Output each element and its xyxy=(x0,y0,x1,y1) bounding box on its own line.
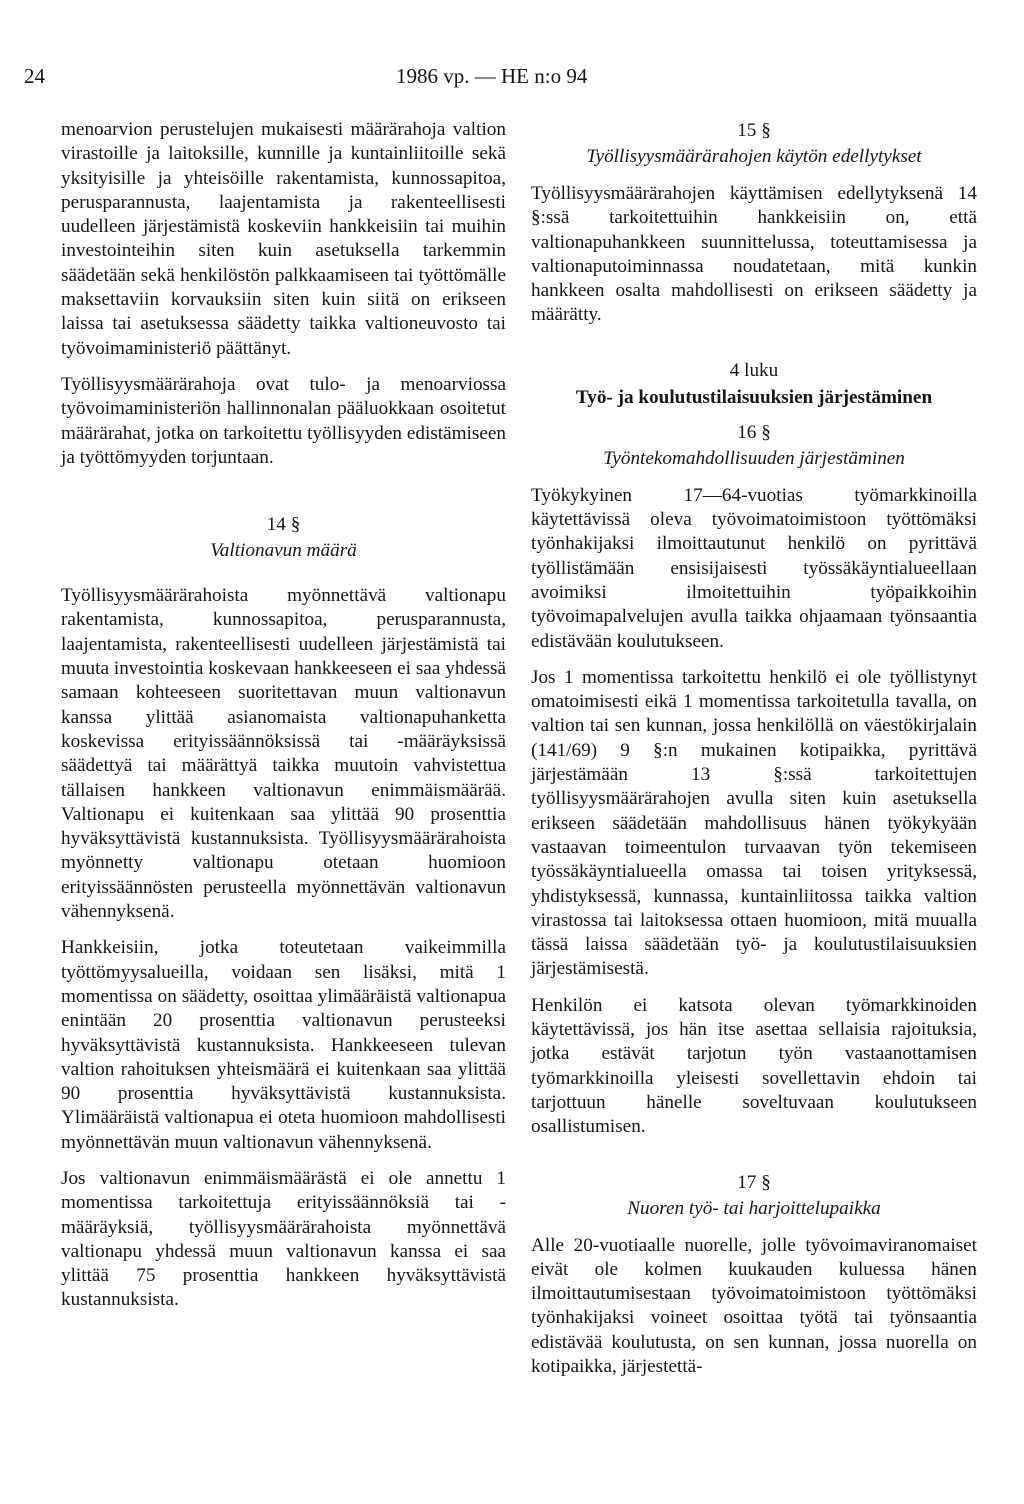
paragraph: Työllisyysmäärärahoja ovat tulo- ja menoarviossa työvoimaministeriön hallinnonalan pääluokkaan osoitetut määrärahat, jotka on tarkoitettu työllisyyden edistämiseen ja työttömyyden torjuntaan. xyxy=(61,373,506,468)
left-column xyxy=(61,118,506,1325)
paragraph: Jos 1 momentissa tarkoitettu henkilö ei ole työllistynyt omatoimisesti eikä 1 momentissa tarkoitetulla tavalla, on valtion tai sen kunnan, jossa henkilöllä on väestökirjalain (141/69) 9 §:n mukainen kotipaikka, pyrittävä järjestämään 13 §:ssä tarkoitettujen työllisyysmäärärahojen avulla siten kuin asetuksella erikseen säädetään mahdollisuus hänen työkykyään vastaavan toimeentulon turvaavan työn tekemiseen työssäkäyntialueella omassa tai toisen yrityksessä, yhdistyksessä, kunnassa, kuntainliitossa taikka valtion virastossa tai laitoksessa ottaen huomioon, mitä muualla tässä laissa säädetään työ- ja koulutustilaisuuksien järjestämisestä. xyxy=(531,666,977,980)
paragraph: Alle 20-vuotiaalle nuorelle, jolle työvoimaviranomaiset eivät ole kolmen kuukauden kuluessa hänen ilmoittautumisestaan työvoimatoimistoon työttömäksi työnhakijaksi voineet osoittaa työtä tai työnsaantia edistävää koulutusta, on sen kunnan, jossa nuorella on kotipaikka, järjestettä- xyxy=(531,1234,977,1377)
section-title: Työllisyysmäärärahojen käytön edellytykset xyxy=(586,146,922,167)
paragraph: Työkykyinen 17—64-vuotias työmarkkinoilla käytettävissä oleva työvoimatoimistoon työttömäksi työnhakijaksi ilmoittautunut henkilö on pyrittävä työllistämään ensisijaisesti työssäkäyntialueellaan avoimiksi ilmoitettuihin työpaikkoihin työvoimapalvelujen avulla taikka ohjaamaan työnsaantia edistävään koulutukseen. xyxy=(531,484,977,652)
section-number: 14 § xyxy=(266,514,301,536)
chapter-title: Työ- ja koulutustilaisuuksien järjestäminen xyxy=(575,386,933,408)
section-title: Valtionavun määrä xyxy=(210,540,357,562)
paragraph: Jos valtionavun enimmäismäärästä ei ole annettu 1 momentissa tarkoitettuja erityissäännöksiä tai -määräyksiä, työllisyysmäärärahoista myönnettävä valtionapu yhdessä muun valtionavun kanssa ei saa ylittää 75 prosenttia hankkeen hyväksyttävistä kustannuksista. xyxy=(61,1167,506,1311)
chapter-number: 4 luku xyxy=(729,359,779,381)
section-title: Nuoren työ- tai harjoittelupaikka xyxy=(627,1197,881,1219)
paragraph: Työllisyysmäärärahoista myönnettävä valtionapu rakentamista, kunnossapitoa, perusparannusta, laajentamista, rakenteellisesti uudelleen järjestämistä tai muuta investointia koskevaan hankkeeseen ei saa yhdessä samaan kohteeseen suoritettavan muun valtionavun kanssa ylittää asianomaista valtionapuhanketta koskevissa erityissäännöksissä tai -määräyksissä säädettyä tai määrättyä taikka muutoin vahvistettua tällaisen hankkeen valtionavun enimmäismäärää. Valtionapu ei kuitenkaan saa ylittää 90 prosenttia hyväksyttävistä kustannuksista. Työllisyysmäärärahoista myönnetty valtionapu otetaan huomioon erityissäännösten perusteella myönnettävän valtionavun vähennyksenä. xyxy=(61,585,506,923)
paragraph: Työllisyysmäärärahojen käyttämisen edellytyksenä 14 §:ssä tarkoitettuihin hankkeisiin on, että valtionapuhankkeen suunnittelussa, toteuttamisessa ja valtionaputoiminnassa noudatetaan, mitä kunkin hankkeen osalta mahdollisesti on erikseen säädetty ja määrätty. xyxy=(531,183,977,326)
section-number: 15 § xyxy=(737,120,771,141)
page-number: 24 xyxy=(24,64,45,88)
section-title: Työntekomahdollisuuden järjestäminen xyxy=(603,447,905,469)
paragraph: Hankkeisiin, jotka toteutetaan vaikeimmilla työttömyysalueilla, voidaan sen lisäksi, mitä 1 momentissa on säädetty, osoittaa ylimääräistä valtionapua enintään 20 prosenttia valtionavun perusteeksi hyväksyttävistä kustannuksista. Hankkeeseen tulevan valtion rahoituksen yhteismäärä ei kuitenkaan saa ylittää 90 prosenttia hyväksyttävistä kustannuksista. Ylimääräistä valtionapua ei oteta huomioon mahdollisesti myönnettävän muun valtionavun vähennyksenä. xyxy=(61,937,506,1153)
section-number: 17 § xyxy=(737,1171,771,1193)
right-column xyxy=(531,118,977,1391)
paragraph: menoarvion perustelujen mukaisesti määrärahoja valtion virastoille ja laitoksille, kunnille ja kuntainliitoille sekä yksityisille ja yhteisöille rakentamista, kunnossapitoa, perusparannusta, laajentamista ja rakenteellisesti uudelleen järjestämistä koskeviin hankkeisiin tai muihin investointeihin siten kuin asetuksella tarkemmin säädetään sekä henkilöstön palkkaamiseen tai työttömälle maksettaviin korvauksiin siten kuin siitä on erikseen laissa tai asetuksessa säädetty taikka valtioneuvosto tai työvoimaministeriö päättänyt. xyxy=(61,119,506,359)
paragraph: Henkilön ei katsota olevan työmarkkinoiden käytettävissä, jos hän itse asettaa sellaisia rajoituksia, jotka estävät tarjotun työn vastaanottamisen työmarkkinoilla yleisesti sovellettavin ehdoin tai tarjottuun hänelle soveltuvaan koulutukseen osallistumisen. xyxy=(531,994,977,1138)
section-number: 16 § xyxy=(737,421,771,443)
running-head: 1986 vp. — HE n:o 94 xyxy=(396,64,588,88)
